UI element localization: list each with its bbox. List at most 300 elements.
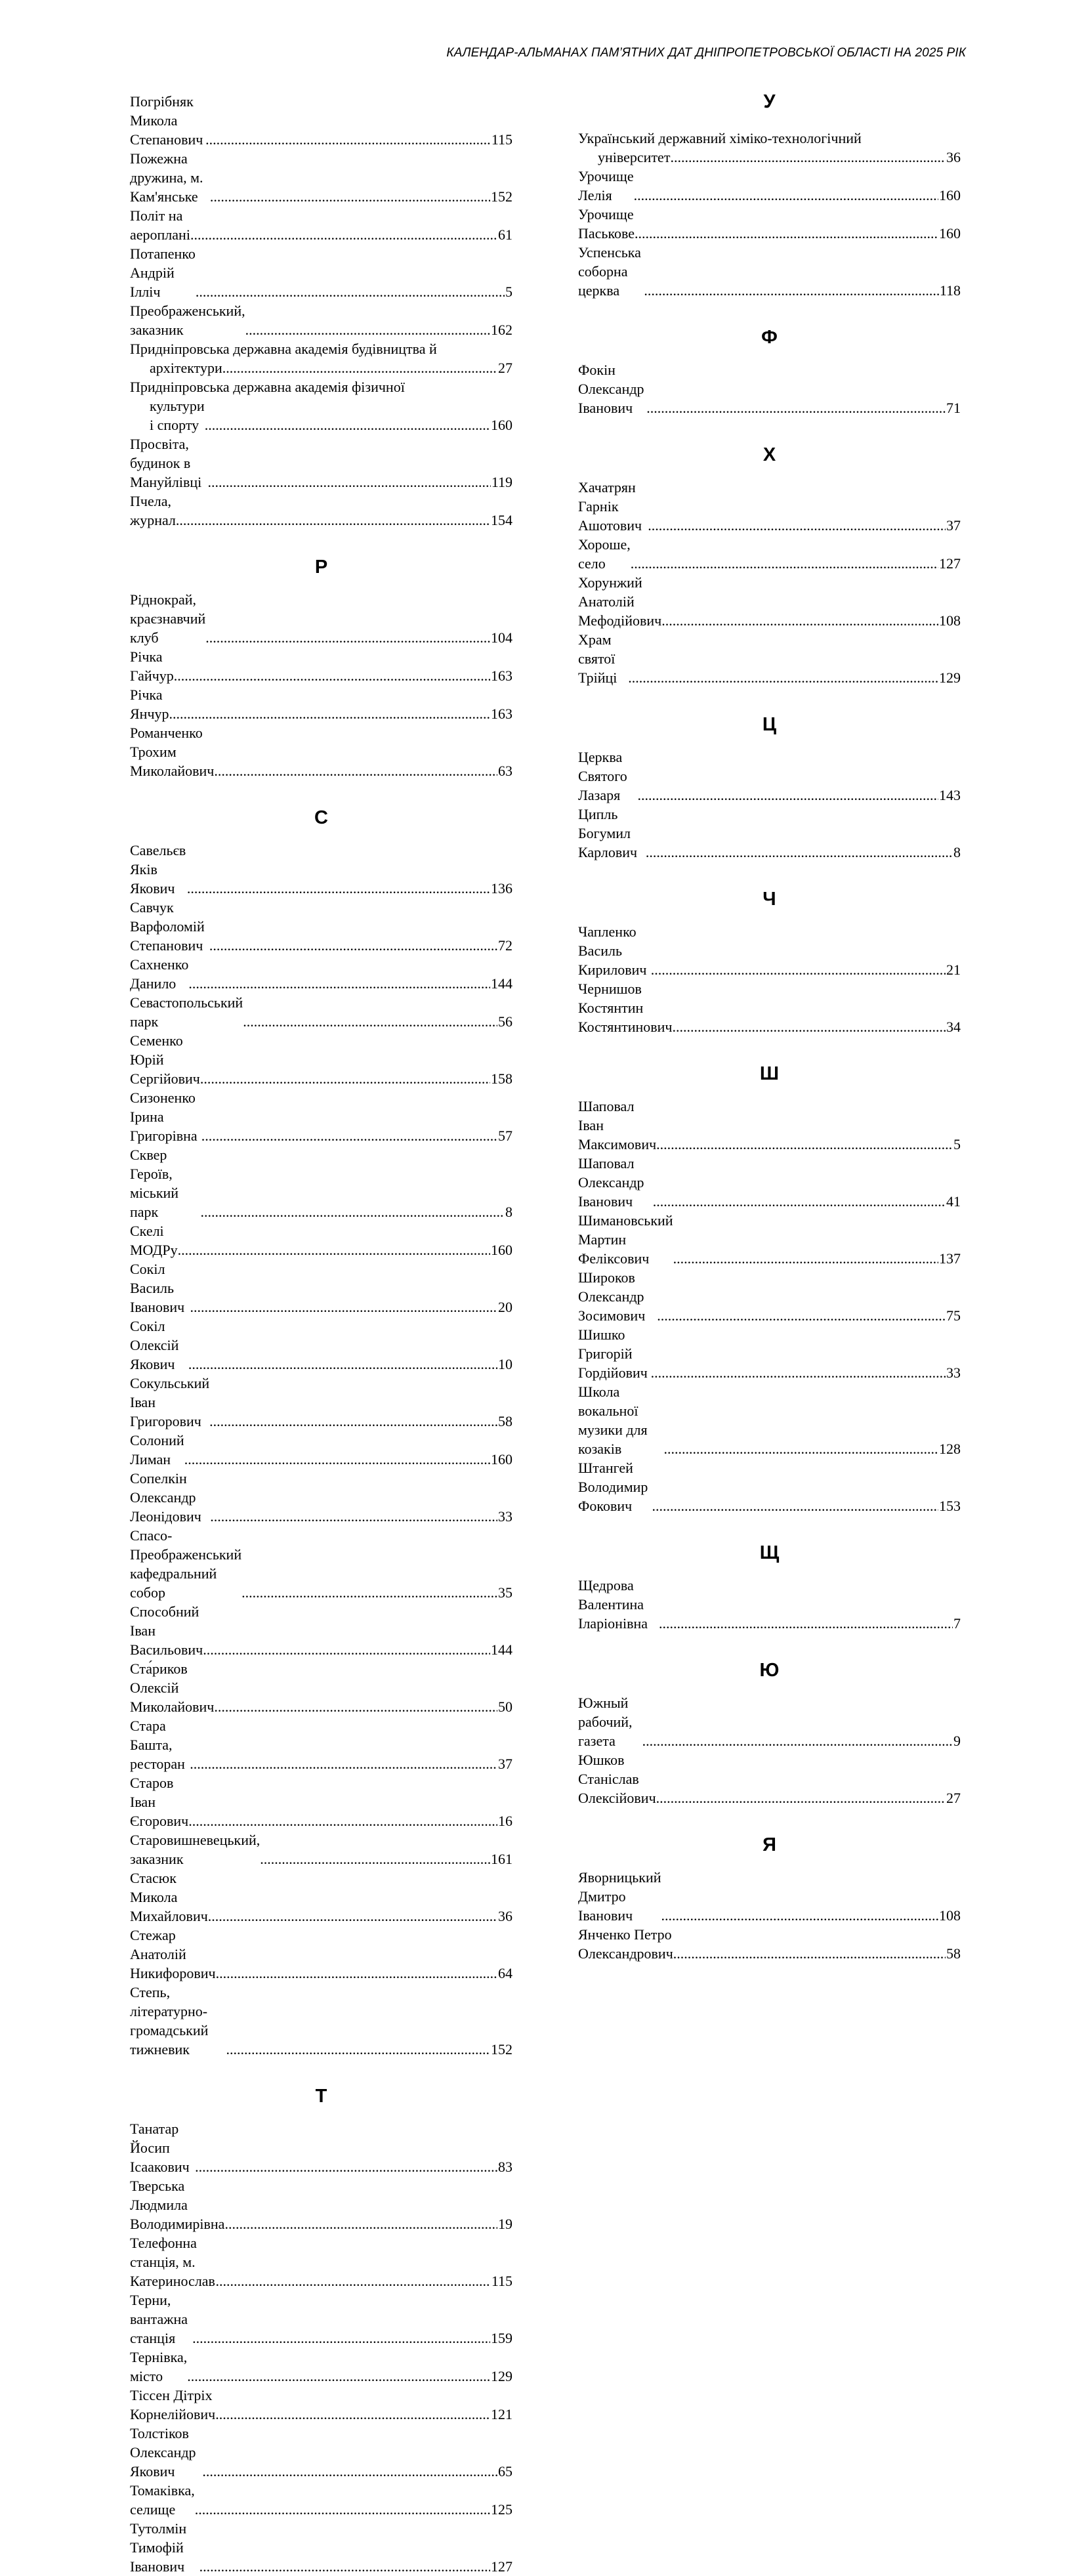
page-number: 37 xyxy=(946,517,961,534)
entry-title: Спасо- Преображенський кафедральний собор xyxy=(130,1527,245,1601)
index-entry xyxy=(130,2119,512,2176)
page-number: 152 xyxy=(491,188,512,205)
section-letter: Ф xyxy=(761,327,778,348)
index-entry xyxy=(130,492,512,530)
entry-title: Політ на аероплані xyxy=(130,207,190,243)
entry-title: Чапленко Василь Кирилович xyxy=(578,923,647,978)
dot-leader xyxy=(638,786,938,805)
page-number: 163 xyxy=(491,706,512,722)
index-entry xyxy=(130,1031,512,1088)
page-number: 137 xyxy=(939,1250,961,1267)
index-entry xyxy=(578,1325,961,1382)
entry-title: Способний Іван Васильович xyxy=(130,1603,203,1658)
index-entry xyxy=(130,2291,512,2348)
index-entry xyxy=(578,360,961,417)
page-number: 41 xyxy=(946,1193,961,1210)
index-section-t xyxy=(130,2086,512,2576)
entry-title: Хороше, село xyxy=(578,536,635,572)
section-letter: Ц xyxy=(762,714,777,735)
entry-title: Храм святої Трійці xyxy=(578,631,619,686)
entry-title: Томаківка, селище xyxy=(130,2482,199,2518)
page-number: 163 xyxy=(491,667,512,684)
entry-title: Успенська соборна церква xyxy=(578,244,645,299)
index-entry xyxy=(578,1576,961,1633)
entry-title: Солоний Лиман xyxy=(130,1432,188,1467)
index-entry xyxy=(130,301,512,339)
section-letter: Ч xyxy=(762,889,776,910)
index-entry xyxy=(130,377,512,434)
index-entry xyxy=(130,2386,512,2424)
page-number: 20 xyxy=(498,1299,512,1315)
dot-leader xyxy=(188,1811,497,1830)
page-number: 104 xyxy=(491,629,512,646)
dot-leader xyxy=(178,1240,490,1259)
entry-title: Урочище Паськове xyxy=(578,206,638,242)
dot-leader xyxy=(672,1017,946,1036)
dot-leader xyxy=(210,187,490,206)
dot-leader xyxy=(203,1640,490,1659)
index-entry xyxy=(130,647,512,685)
entry-title: Старовишневецький, заказник xyxy=(130,1832,264,1867)
dot-leader xyxy=(646,843,953,862)
index-entry xyxy=(130,206,512,244)
dot-leader xyxy=(222,358,497,377)
entry-title: Толстіков Олександр Якович xyxy=(130,2425,200,2480)
entry-title: Придніпровська державна академія фізичної xyxy=(130,379,405,395)
dot-leader xyxy=(670,148,946,167)
dot-leader xyxy=(646,398,946,417)
entry-title: Шаповал Іван Максимович xyxy=(578,1098,657,1152)
entry-title: Шимановський Мартин Феліксович xyxy=(578,1212,677,1267)
page-number: 118 xyxy=(939,282,961,299)
page-number: 57 xyxy=(498,1128,512,1144)
entry-title: Яворницький Дмитро Іванович xyxy=(578,1869,665,1924)
index-entry xyxy=(578,748,961,805)
index-entry xyxy=(130,1469,512,1526)
entry-title: Пчела, журнал xyxy=(130,493,176,528)
entry-title: Янченко Петро Олександрович xyxy=(578,1926,676,1962)
index-entry xyxy=(130,149,512,206)
dot-leader xyxy=(210,1507,497,1526)
page-number: 33 xyxy=(946,1364,961,1381)
entry-title: Штангей Володимир Фокович xyxy=(578,1460,652,1514)
dot-leader xyxy=(241,1583,497,1602)
index-entry xyxy=(578,1268,961,1325)
index-entry xyxy=(578,1211,961,1268)
section-letter: С xyxy=(314,807,328,828)
entry-title: Щедрова Валентина Іларіонівна xyxy=(578,1577,648,1632)
page-number: 7 xyxy=(953,1615,961,1632)
dot-leader xyxy=(673,1944,946,1963)
page-number: 8 xyxy=(505,1204,512,1220)
dot-leader xyxy=(208,1907,497,1926)
index-column-right xyxy=(578,92,961,1963)
index-section-kh xyxy=(578,445,961,687)
index-entry xyxy=(578,573,961,630)
index-section-yu xyxy=(578,1660,961,1807)
page-number: 127 xyxy=(491,2558,512,2575)
page-number: 136 xyxy=(491,880,512,897)
index-entry xyxy=(578,1458,961,1515)
dot-leader xyxy=(214,761,497,780)
index-entry xyxy=(130,1526,512,1602)
page-number: 21 xyxy=(946,961,961,978)
dot-leader xyxy=(205,628,490,647)
index-section-u xyxy=(578,92,961,300)
entry-title: Южный рабочий, газета xyxy=(578,1695,636,1749)
index-section-ts xyxy=(578,715,961,862)
index-entry xyxy=(578,979,961,1036)
index-entry xyxy=(130,1926,512,1983)
page-number: 5 xyxy=(505,284,512,300)
index-entry xyxy=(130,2481,512,2519)
entry-title: Просвіта, будинок в Мануйлівці xyxy=(130,436,202,490)
page-number: 56 xyxy=(498,1013,512,1030)
dot-leader xyxy=(199,2557,490,2576)
index-section-shch xyxy=(578,1543,961,1633)
page-number: 19 xyxy=(498,2216,512,2232)
index-entry xyxy=(130,1716,512,1773)
dot-leader xyxy=(209,1412,497,1431)
index-entry xyxy=(578,922,961,979)
index-entry xyxy=(578,1382,961,1458)
entry-title: Тіссен Дітріх Корнелійович xyxy=(130,2387,217,2422)
entry-title: Шишко Григорій Гордійович xyxy=(578,1326,648,1381)
page-number: 129 xyxy=(939,669,961,686)
dot-leader xyxy=(664,1439,939,1458)
entry-title: Хачатрян Гарнік Ашотович xyxy=(578,479,642,534)
index-entry xyxy=(130,92,512,149)
dot-leader xyxy=(196,282,505,301)
index-entry xyxy=(130,1869,512,1926)
entry-title: Тернівка, місто xyxy=(130,2349,191,2384)
page-number: 33 xyxy=(498,1508,512,1525)
dot-leader xyxy=(169,704,491,723)
entry-title: Сокіл Василь Іванович xyxy=(130,1261,185,1315)
page-number: 154 xyxy=(491,512,512,528)
dot-leader xyxy=(174,666,490,685)
index-entry xyxy=(578,129,961,167)
dot-leader xyxy=(657,1306,946,1325)
dot-leader xyxy=(661,1906,939,1925)
section-letter: Ш xyxy=(759,1063,780,1084)
index-entry xyxy=(130,1773,512,1830)
dot-leader xyxy=(653,1192,946,1211)
dot-leader xyxy=(200,1069,490,1088)
page-number: 63 xyxy=(498,763,512,779)
page-number: 160 xyxy=(491,1242,512,1258)
index-entry xyxy=(578,167,961,205)
index-entry xyxy=(578,1868,961,1925)
index-entry xyxy=(130,1374,512,1431)
page-number: 37 xyxy=(498,1756,512,1772)
section-letter: Я xyxy=(762,1834,776,1855)
index-entry xyxy=(578,1097,961,1154)
page-number: 8 xyxy=(953,844,961,860)
page-number: 34 xyxy=(946,1019,961,1035)
index-section-f xyxy=(578,327,961,417)
index-entry xyxy=(130,2176,512,2233)
entry-title: Церква Святого Лазаря xyxy=(578,749,631,803)
entry-continuation xyxy=(130,358,512,377)
page-number: 160 xyxy=(491,1451,512,1467)
page-number: 9 xyxy=(953,1733,961,1749)
page-number: 108 xyxy=(939,612,961,629)
page-number: 5 xyxy=(953,1136,961,1152)
dot-leader xyxy=(190,1754,497,1773)
entry-title: Стара Башта, ресторан xyxy=(130,1718,185,1772)
index-entry xyxy=(578,243,961,300)
index-entry xyxy=(130,1983,512,2059)
dot-leader xyxy=(184,1450,490,1469)
dot-leader xyxy=(216,2271,491,2291)
index-entry xyxy=(130,339,512,377)
section-letter: Т xyxy=(315,2086,327,2107)
dot-leader xyxy=(195,2157,497,2176)
entry-title: Урочище Лелія xyxy=(578,168,638,203)
entry-title: Ста́риков Олексій Миколайович xyxy=(130,1660,215,1715)
page-number: 162 xyxy=(491,322,512,338)
dot-leader xyxy=(656,1135,953,1154)
page-number: 58 xyxy=(498,1413,512,1429)
dot-leader xyxy=(190,1298,497,1317)
index-section-ch xyxy=(578,889,961,1036)
dot-leader xyxy=(214,1697,497,1716)
index-entry xyxy=(130,1317,512,1374)
dot-leader xyxy=(188,1355,497,1374)
page-number: 159 xyxy=(491,2330,512,2346)
dot-leader xyxy=(215,2405,490,2424)
dot-leader xyxy=(216,1964,497,1983)
index-entry xyxy=(578,805,961,862)
dot-leader xyxy=(628,668,938,687)
entry-continuation xyxy=(130,396,512,434)
entry-title: Тутолмін Тимофій Іванович xyxy=(130,2520,190,2575)
dot-leader xyxy=(245,320,490,339)
page-number: 127 xyxy=(939,555,961,572)
page-number: 35 xyxy=(498,1584,512,1601)
page-number: 36 xyxy=(946,149,961,165)
page-number: 61 xyxy=(498,226,512,243)
index-entry xyxy=(130,723,512,780)
index-section-p-continued xyxy=(130,92,512,530)
entry-title: Телефонна станція, м. Катеринослав xyxy=(130,2235,215,2289)
page-number: 16 xyxy=(498,1813,512,1829)
page-number: 129 xyxy=(491,2368,512,2384)
entry-title: Сахненко Данило xyxy=(130,956,192,992)
index-entry xyxy=(130,1088,512,1145)
index-entry xyxy=(578,1154,961,1211)
page-number: 10 xyxy=(498,1356,512,1372)
index-entry xyxy=(130,955,512,993)
page-number: 161 xyxy=(491,1851,512,1867)
page-number: 108 xyxy=(939,1907,961,1924)
page-number: 153 xyxy=(939,1498,961,1514)
dot-leader xyxy=(190,225,497,244)
index-entry xyxy=(578,1750,961,1807)
entry-title: Потапенко Андрій Ілліч xyxy=(130,245,199,300)
entry-title: Юшков Станіслав Олексійович xyxy=(578,1752,656,1806)
dot-leader xyxy=(188,974,490,993)
index-section-sh xyxy=(578,1064,961,1515)
page-number: 72 xyxy=(498,937,512,954)
dot-leader xyxy=(187,879,490,898)
entry-title: Річка Янчур xyxy=(130,686,169,722)
entry-title: Хорунжий Анатолій Мефодійович xyxy=(578,574,662,629)
index-entry xyxy=(130,1221,512,1259)
entry-title: Ципль Богумил Карлович xyxy=(578,806,638,860)
running-header: КАЛЕНДАР-АЛЬМАНАХ ПАМ’ЯТНИХ ДАТ ДНІПРОПЕТРОВСЬКОЇ ОБЛАСТІ НА 2025 РІК xyxy=(446,46,966,60)
index-entry xyxy=(130,2348,512,2386)
index-entry xyxy=(578,630,961,687)
dot-leader xyxy=(651,960,946,979)
index-entry xyxy=(130,993,512,1031)
page-number: 65 xyxy=(498,2463,512,2480)
index-entry xyxy=(578,1693,961,1750)
section-letter: Р xyxy=(314,557,328,578)
index-entry xyxy=(130,590,512,647)
entry-title: Сквер Героїв, міський парк xyxy=(130,1147,182,1220)
entry-title: Сокульський Іван Григорович xyxy=(130,1375,213,1429)
page-number: 83 xyxy=(498,2159,512,2175)
dot-leader xyxy=(644,281,938,300)
dot-leader xyxy=(634,186,938,205)
index-entry xyxy=(130,244,512,301)
index-entry xyxy=(578,535,961,573)
entry-title-cont: архітектури xyxy=(150,360,222,376)
dot-leader xyxy=(205,130,491,149)
page-number: 50 xyxy=(498,1699,512,1715)
index-entry xyxy=(130,2424,512,2481)
entry-title: Фокін Олександр Іванович xyxy=(578,362,648,416)
page-number: 115 xyxy=(491,131,512,148)
page-number: 36 xyxy=(498,1908,512,1924)
section-letter: У xyxy=(763,91,776,112)
page-number: 115 xyxy=(491,2273,512,2289)
index-entry xyxy=(130,898,512,955)
page-number: 143 xyxy=(939,787,961,803)
index-column-left xyxy=(130,92,512,2576)
dot-leader xyxy=(642,1731,953,1750)
entry-title: Севастопольський парк xyxy=(130,994,247,1030)
section-letter: Ю xyxy=(759,1660,780,1681)
index-entry xyxy=(130,1259,512,1317)
entry-title: Погрібняк Микола Степанович xyxy=(130,93,203,148)
entry-title: Шаповал Олександр Іванович xyxy=(578,1155,648,1210)
page-number: 152 xyxy=(491,2041,512,2058)
page-number: 160 xyxy=(491,417,512,433)
entry-title: Сопелкін Олександр Леонідович xyxy=(130,1470,201,1525)
dot-leader xyxy=(652,1496,938,1515)
dot-leader xyxy=(187,2367,490,2386)
entry-title-cont: культури і спорту xyxy=(150,398,205,433)
index-section-r xyxy=(130,557,512,780)
dot-leader xyxy=(631,554,938,573)
page-number: 119 xyxy=(491,474,512,490)
dot-leader xyxy=(192,2329,490,2348)
dot-leader xyxy=(651,1363,946,1382)
index-entry xyxy=(130,1830,512,1869)
page-number: 125 xyxy=(491,2501,512,2518)
entry-title: Савельєв Яків Якович xyxy=(130,842,190,897)
entry-title: Стасюк Микола Михайлович xyxy=(130,1870,208,1924)
dot-leader xyxy=(673,1249,938,1268)
index-entry xyxy=(578,478,961,535)
entry-title: Сизоненко Ірина Григорівна xyxy=(130,1089,199,1144)
dot-leader xyxy=(195,2500,490,2519)
entry-title: Романченко Трохим Миколайович xyxy=(130,725,215,779)
entry-title: Сокіл Олексій Якович xyxy=(130,1318,182,1372)
index-entry xyxy=(130,2233,512,2291)
entry-title: Преображенський, заказник xyxy=(130,303,249,338)
page-number: 158 xyxy=(491,1070,512,1087)
dot-leader xyxy=(176,511,490,530)
dot-leader xyxy=(205,415,490,434)
entry-title-cont: університет xyxy=(598,149,671,165)
index-entry xyxy=(130,1602,512,1659)
page-number: 160 xyxy=(939,225,961,242)
page-number: 75 xyxy=(946,1307,961,1324)
entry-title: Широков Олександр Зосимович xyxy=(578,1269,648,1324)
page-number: 160 xyxy=(939,187,961,203)
index-entry xyxy=(130,2519,512,2576)
dot-leader xyxy=(659,1614,953,1633)
index-entry xyxy=(130,841,512,898)
entry-title: Школа вокальної музики для козаків xyxy=(578,1383,652,1457)
index-section-ya xyxy=(578,1835,961,1963)
dot-leader xyxy=(200,1202,505,1221)
dot-leader xyxy=(635,224,938,243)
dot-leader xyxy=(226,2040,490,2059)
entry-title: Терни, вантажна станція xyxy=(130,2292,192,2346)
dot-leader xyxy=(224,2214,497,2233)
entry-title: Тверська Людмила Володимирівна xyxy=(130,2178,225,2232)
page-number: 144 xyxy=(491,1641,512,1658)
dot-leader xyxy=(648,516,946,535)
dot-leader xyxy=(260,1849,490,1869)
dot-leader xyxy=(208,473,491,492)
entry-title: Савчук Варфоломій Степанович xyxy=(130,899,209,954)
entry-title: Стежар Анатолій Никифорович xyxy=(130,1927,216,1981)
entry-title: Річка Гайчур xyxy=(130,648,174,684)
index-entry xyxy=(130,1659,512,1716)
page-number: 64 xyxy=(498,1965,512,1981)
entry-title: Придніпровська державна академія будівництва й xyxy=(130,341,437,357)
dot-leader xyxy=(661,611,938,630)
entry-title: Чернишов Костянтин Костянтинович xyxy=(578,981,673,1035)
entry-continuation xyxy=(578,148,961,167)
entry-title: Ріднокрай, краєзнавчий клуб xyxy=(130,591,209,646)
index-entry xyxy=(130,1145,512,1221)
index-entry xyxy=(130,434,512,492)
index-entry xyxy=(130,1431,512,1469)
index-entry xyxy=(130,685,512,723)
entry-title: Старов Іван Єгорович xyxy=(130,1775,189,1829)
index-entry xyxy=(578,1925,961,1963)
section-letter: Щ xyxy=(759,1542,780,1563)
dot-leader xyxy=(201,1126,497,1145)
dot-leader xyxy=(656,1788,946,1807)
page-number: 121 xyxy=(491,2406,512,2422)
entry-title: Степь, літературно-громадський тижневик xyxy=(130,1984,212,2058)
page-number: 128 xyxy=(939,1441,961,1457)
dot-leader xyxy=(209,936,497,955)
entry-title: Семенко Юрій Сергійович xyxy=(130,1032,200,1087)
entry-title: Пожежна дружина, м. Кам'янське xyxy=(130,150,207,205)
index-section-s xyxy=(130,808,512,2059)
page-number: 58 xyxy=(946,1945,961,1962)
page-number: 27 xyxy=(946,1790,961,1806)
